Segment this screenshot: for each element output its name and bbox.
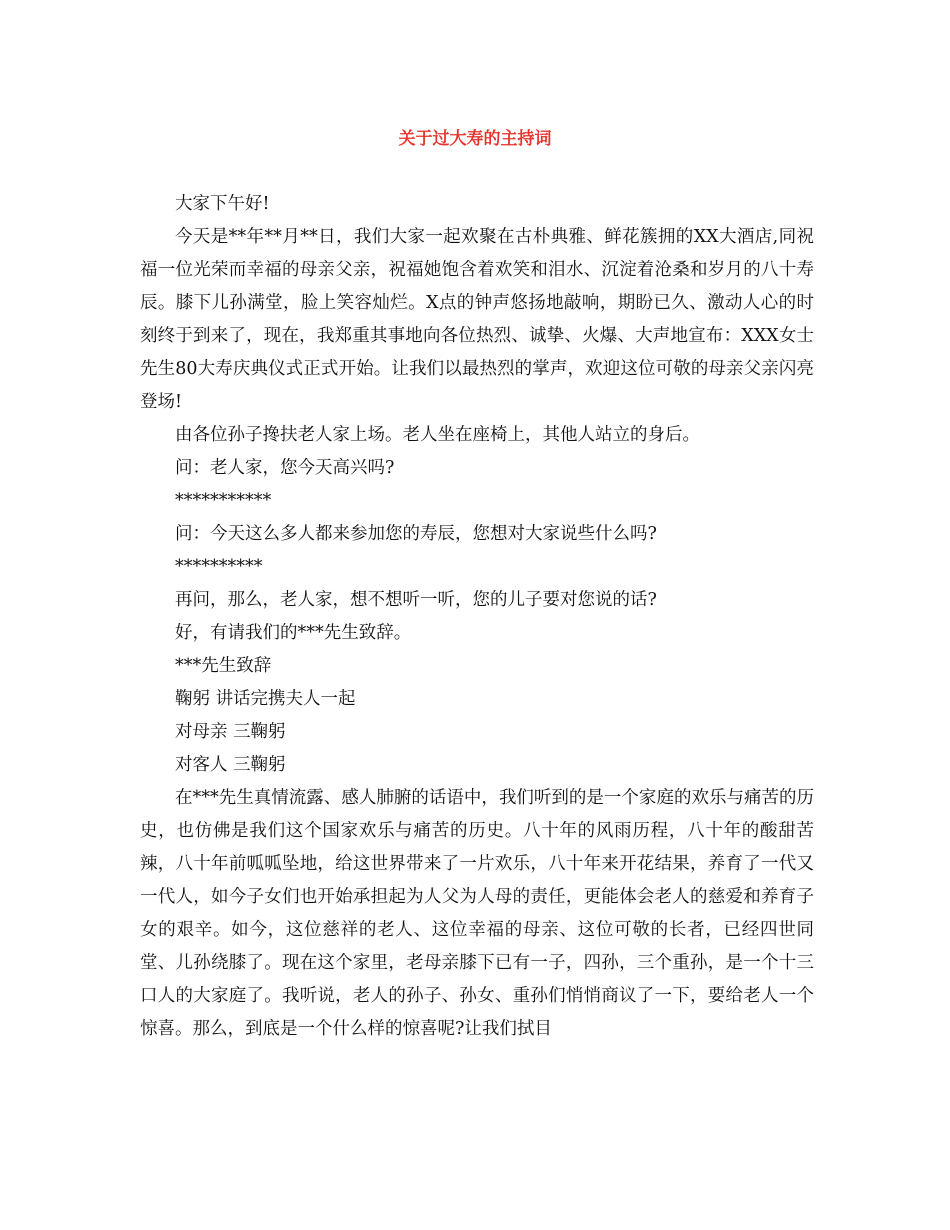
paragraph-escort: 由各位孙子搀扶老人家上场。老人坐在座椅上，其他人站立的身后。	[175, 425, 700, 445]
paragraph-question-3: 再问，那么，老人家，想不想听一听，您的儿子要对您说的话?	[175, 590, 657, 610]
paragraph-placeholder-1: ***********	[175, 491, 272, 511]
paragraph-opening: 今天是**年**月**日，我们大家一起欢聚在古朴典雅、鲜花簇拥的XX大酒店,同祝福一位光荣而幸福的母亲父亲，祝福她饱含着欢笑和泪水、沉淀着沧桑和岁月的八十寿辰。膝下儿孙满堂，脸上笑容灿烂。X点的钟声悠扬地敲响，期盼已久、激动人心的时刻终于到来了，现在，我郑重其事地向各位热烈、诚挚、火爆、大声地宣布：XXX女士先生80大寿庆典仪式正式开始。让我们以最热烈的掌声，欢迎这位可敬的母亲父亲闪亮登场!	[140, 227, 814, 412]
paragraph-bow-mother: 对母亲 三鞠躬	[175, 722, 286, 742]
document-title: 关于过大寿的主持词	[398, 129, 552, 149]
paragraph-invite-speech: 好，有请我们的***先生致辞。	[175, 623, 412, 643]
paragraph-main-speech: 在***先生真情流露、感人肺腑的话语中，我们听到的是一个家庭的欢乐与痛苦的历史，也仿佛是我们这个国家欢乐与痛苦的历史。八十年的风雨历程，八十年的酸甜苦辣，八十年前呱呱坠地，给这世界带来了一片欢乐，八十年来开花结果，养育了一代又一代人，如今子女们也开始承担起为人父为人母的责任，更能体会老人的慈爱和养育子女的艰辛。如今，这位慈祥的老人、这位幸福的母亲、这位可敬的长者，已经四世同堂、儿孙绕膝了。现在这个家里，老母亲膝下已有一子，四孙，三个重孙，是一个十三口人的大家庭了。我听说，老人的孙子、孙女、重孙们悄悄商议了一下，要给老人一个惊喜。那么，到底是一个什么样的惊喜呢?让我们拭目	[140, 788, 814, 1039]
paragraph-question-1: 问：老人家，您今天高兴吗?	[175, 458, 395, 478]
paragraph-question-2: 问：今天这么多人都来参加您的寿辰，您想对大家说些什么吗?	[175, 524, 657, 544]
document-body	[140, 188, 814, 1046]
paragraph-greeting: 大家下午好!	[175, 194, 270, 214]
paragraph-placeholder-2: **********	[175, 557, 263, 577]
paragraph-bow-guests: 对客人 三鞠躬	[175, 755, 286, 775]
paragraph-speech: ***先生致辞	[175, 656, 272, 676]
paragraph-bow: 鞠躬 讲话完携夫人一起	[175, 689, 356, 709]
